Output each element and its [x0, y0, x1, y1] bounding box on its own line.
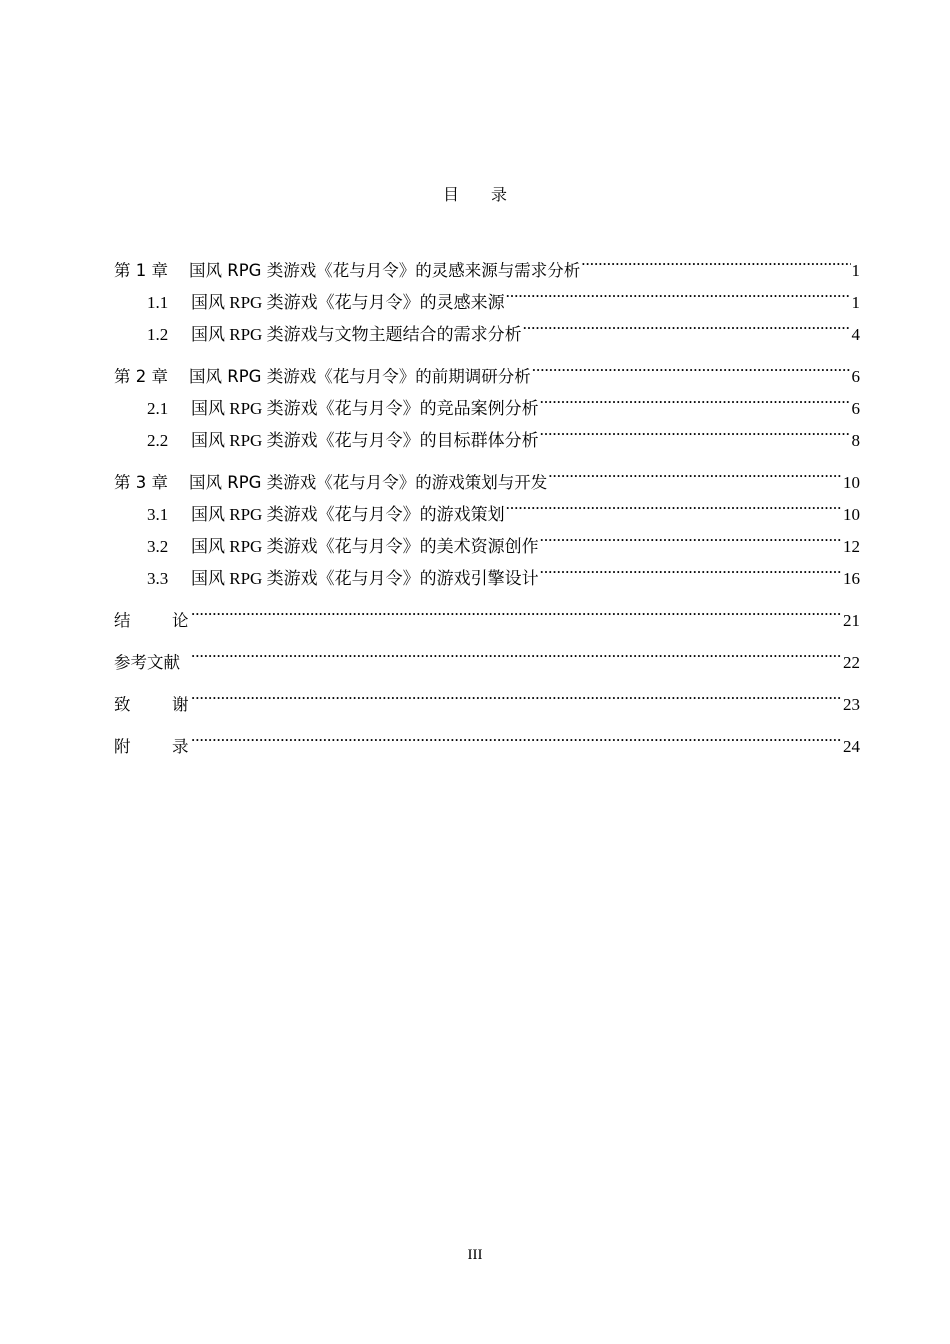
page-number: 12: [843, 537, 860, 556]
page-number: 21: [843, 611, 860, 630]
section-number: 1.1: [147, 293, 169, 312]
dot-leader: [191, 636, 842, 668]
page-number: 10: [843, 473, 860, 492]
dot-leader: [191, 720, 842, 752]
dot-leader: [540, 520, 842, 552]
dot-leader: [191, 594, 842, 626]
toc-heading-left: 目: [442, 187, 459, 204]
chapter-number: 第 2 章: [114, 367, 168, 386]
chapter-number: 第 1 章: [114, 261, 168, 280]
page-number: 10: [843, 505, 860, 524]
entry-char: 谢: [172, 695, 189, 714]
toc-heading-right: 录: [491, 187, 508, 204]
table-of-contents: [114, 244, 860, 756]
toc-entry-appendix[interactable]: [114, 720, 860, 756]
section-number: 2.1: [147, 399, 169, 418]
toc-entry-chapter-3[interactable]: [114, 456, 860, 492]
dot-leader: [532, 350, 851, 382]
section-number: 3.3: [147, 569, 169, 588]
section-number: 3.2: [147, 537, 169, 556]
section-number: 3.1: [147, 505, 169, 524]
dot-leader: [540, 414, 851, 446]
entry-char: 录: [172, 737, 189, 756]
section-title: 国风 RPG 类游戏与文物主题结合的需求分析: [191, 325, 522, 344]
toc-entry-chapter-1[interactable]: [114, 244, 860, 280]
page-number: 24: [843, 737, 860, 756]
page-number: 16: [843, 569, 860, 588]
dot-leader: [506, 276, 851, 308]
entry-char: 结: [114, 611, 131, 630]
page-number: 8: [851, 431, 860, 450]
section-title: 国风 RPG 类游戏《花与月令》的目标群体分析: [191, 431, 539, 450]
entry-title: 参考文献: [114, 653, 180, 672]
chapter-title: 国风 RPG 类游戏《花与月令》的灵感来源与需求分析: [189, 261, 581, 280]
page-number: 23: [843, 695, 860, 714]
page-number: 22: [843, 653, 860, 672]
chapter-number: 第 3 章: [114, 473, 168, 492]
page-number: 6: [851, 399, 860, 418]
dot-leader: [540, 382, 851, 414]
toc-entry-conclusion[interactable]: [114, 594, 860, 630]
entry-char: 致: [114, 695, 131, 714]
section-title: 国风 RPG 类游戏《花与月令》的游戏引擎设计: [191, 569, 539, 588]
chapter-title: 国风 RPG 类游戏《花与月令》的游戏策划与开发: [189, 473, 548, 492]
toc-entry-references[interactable]: [114, 636, 860, 672]
section-title: 国风 RPG 类游戏《花与月令》的竞品案例分析: [191, 399, 539, 418]
dot-leader: [506, 488, 842, 520]
page-number: 1: [851, 293, 860, 312]
section-number: 2.2: [147, 431, 169, 450]
page-number: 6: [851, 367, 860, 386]
section-title: 国风 RPG 类游戏《花与月令》的游戏策划: [191, 505, 505, 524]
page-number: 1: [851, 261, 860, 280]
dot-leader: [540, 552, 842, 584]
dot-leader: [191, 678, 842, 710]
section-title: 国风 RPG 类游戏《花与月令》的美术资源创作: [191, 537, 539, 556]
dot-leader: [581, 244, 850, 276]
page-footer-number: III: [467, 1247, 483, 1263]
dot-leader: [523, 308, 851, 340]
page-number: 4: [851, 325, 860, 344]
toc-entry-acknowledgements[interactable]: [114, 678, 860, 714]
toc-heading: [0, 182, 950, 205]
entry-char: 论: [172, 611, 189, 630]
entry-char: 附: [114, 737, 131, 756]
dot-leader: [548, 456, 842, 488]
section-title: 国风 RPG 类游戏《花与月令》的灵感来源: [191, 293, 505, 312]
chapter-title: 国风 RPG 类游戏《花与月令》的前期调研分析: [189, 367, 531, 386]
toc-entry-chapter-2[interactable]: [114, 350, 860, 386]
section-number: 1.2: [147, 325, 169, 344]
